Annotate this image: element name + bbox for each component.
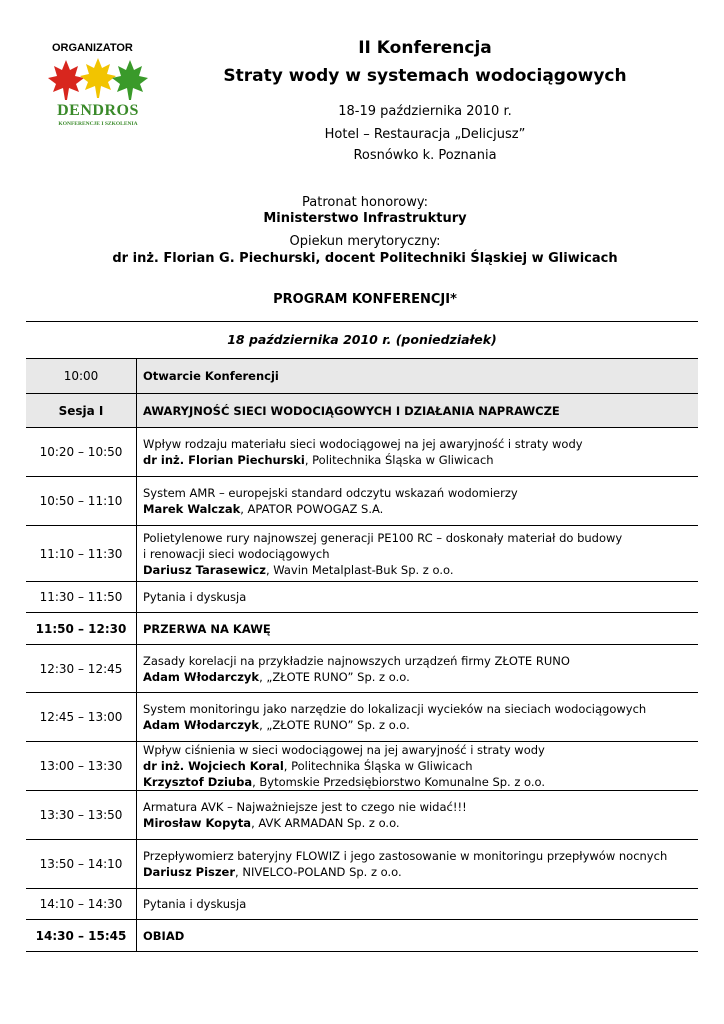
- session-content: [137, 791, 699, 840]
- session-content: [137, 920, 699, 952]
- speaker-affiliation: , AVK ARMADAN Sp. z o.o.: [251, 816, 400, 830]
- table-row: [26, 526, 698, 582]
- session-title: i renowacji sieci wodociągowych: [143, 546, 330, 561]
- session-title: System monitoringu jako narzędzie do lokalizacji wycieków na sieciach wodociągowych: [143, 702, 647, 716]
- session-content: [137, 394, 699, 428]
- dendros-logo: [48, 58, 148, 130]
- logo-name: DENDROS: [57, 102, 139, 119]
- table-row: [26, 791, 698, 840]
- session-time: 13:00 – 13:30: [26, 742, 137, 791]
- session-title: Polietylenowe rury najnowszej generacji PE100 RC – doskonały materiał do budowy: [143, 530, 623, 545]
- session-time: 14:10 – 14:30: [26, 889, 137, 920]
- speaker-name: Adam Włodarczyk: [143, 718, 260, 732]
- speaker-affiliation: , Bytomskie Przedsiębiorstwo Komunalne Sp. z o.o.: [252, 775, 546, 789]
- session-title: Otwarcie Konferencji: [143, 369, 279, 383]
- session-title: Wpływ ciśnienia w sieci wodociągowej na jej awaryjność i straty wody: [143, 743, 545, 757]
- table-row: [26, 645, 698, 693]
- session-title: OBIAD: [143, 928, 185, 943]
- conference-location: Rosnówko k. Poznania: [353, 148, 497, 163]
- patron-name: Ministerstwo Infrastruktury: [263, 211, 467, 226]
- table-row: [26, 428, 698, 477]
- conference-title-line1: II Konferencja: [358, 38, 492, 58]
- session-time: 13:30 – 13:50: [26, 791, 137, 840]
- session-title: Pytania i dyskusja: [143, 897, 247, 911]
- table-row: [26, 582, 698, 613]
- table-row: [26, 742, 698, 791]
- organizer-label: ORGANIZATOR: [52, 42, 133, 54]
- session-title: Armatura AVK – Najważniejsze jest to czego nie widać!!!: [143, 800, 467, 814]
- speaker-line: [143, 717, 692, 733]
- table-row: [26, 359, 698, 394]
- day-heading: 18 października 2010 r. (poniedziałek): [227, 332, 497, 347]
- speaker-name: Adam Włodarczyk: [143, 669, 260, 684]
- session-title: Wpływ rodzaju materiału sieci wodociągowej na jej awaryjność i straty wody: [143, 437, 583, 451]
- speaker-affiliation: , „ZŁOTE RUNO” Sp. z o.o.: [259, 669, 410, 684]
- speaker-affiliation: , Politechnika Śląska w Gliwicach: [283, 759, 473, 773]
- speaker-line: [143, 774, 692, 790]
- speaker-line: [143, 501, 692, 517]
- session-title: Przepływomierz bateryjny FLOWIZ i jego zastosowanie w monitoringu przepływów nocnych: [143, 849, 668, 863]
- session-content: [137, 613, 699, 645]
- session-time: 11:10 – 11:30: [26, 526, 137, 582]
- maple-leaves-icon: [48, 58, 148, 102]
- speaker-name: Marek Walczak: [143, 502, 241, 516]
- session-content: [137, 889, 699, 920]
- session-time: 13:50 – 14:10: [26, 840, 137, 889]
- table-row: [26, 920, 698, 952]
- speaker-line: [143, 815, 692, 831]
- speaker-line: [143, 864, 692, 880]
- speaker-name: Dariusz Tarasewicz: [143, 562, 266, 577]
- session-time: 11:30 – 11:50: [26, 582, 137, 613]
- speaker-name: Mirosław Kopyta: [143, 816, 252, 830]
- program-heading: PROGRAM KONFERENCJI*: [273, 292, 457, 307]
- session-title: AWARYJNOŚĆ SIECI WODOCIĄGOWYCH I DZIAŁANIA NAPRAWCZE: [143, 403, 560, 418]
- session-content: [137, 428, 699, 477]
- speaker-line: [143, 562, 692, 578]
- session-content: [137, 359, 699, 394]
- patron-label: Patronat honorowy:: [302, 195, 428, 210]
- session-content: [137, 645, 699, 693]
- speaker-affiliation: , Politechnika Śląska w Gliwicach: [304, 453, 494, 467]
- speaker-affiliation: , Wavin Metalplast-Buk Sp. z o.o.: [265, 562, 454, 577]
- session-time: 14:30 – 15:45: [26, 920, 137, 952]
- session-content: [137, 693, 699, 742]
- session-content: [137, 477, 699, 526]
- speaker-line: [143, 758, 692, 774]
- session-title: System AMR – europejski standard odczytu wskazań wodomierzy: [143, 486, 518, 500]
- table-row: [26, 394, 698, 428]
- session-content: [137, 526, 699, 582]
- session-time: 12:30 – 12:45: [26, 645, 137, 693]
- table-row: [26, 840, 698, 889]
- session-content: [137, 840, 699, 889]
- conference-title-line2: Straty wody w systemach wodociągowych: [223, 66, 627, 86]
- speaker-name: Dariusz Piszer: [143, 865, 236, 879]
- speaker-affiliation: , APATOR POWOGAZ S.A.: [240, 502, 384, 516]
- session-title: PRZERWA NA KAWĘ: [143, 621, 271, 636]
- logo-tagline: KONFERENCJE I SZKOLENIA: [58, 121, 138, 127]
- session-title: Pytania i dyskusja: [143, 590, 247, 604]
- program-table: [26, 358, 698, 952]
- speaker-line: [143, 452, 692, 468]
- session-time: 10:00: [26, 359, 137, 394]
- session-content: [137, 742, 699, 791]
- speaker-name: dr inż. Wojciech Koral: [143, 759, 284, 773]
- advisor-name: dr inż. Florian G. Piechurski, docent Politechniki Śląskiej w Gliwicach: [112, 251, 618, 266]
- speaker-name: Krzysztof Dziuba: [143, 775, 253, 789]
- session-time: 11:50 – 12:30: [26, 613, 137, 645]
- session-time: 10:20 – 10:50: [26, 428, 137, 477]
- session-title: Zasady korelacji na przykładzie najnowszych urządzeń firmy ZŁOTE RUNO: [143, 653, 570, 668]
- speaker-line: [143, 669, 692, 685]
- table-row: [26, 477, 698, 526]
- session-time: 12:45 – 13:00: [26, 693, 137, 742]
- conference-venue: Hotel – Restauracja „Delicjusz”: [324, 127, 526, 142]
- advisor-label: Opiekun merytoryczny:: [289, 234, 441, 249]
- table-row: [26, 613, 698, 645]
- session-time: 10:50 – 11:10: [26, 477, 137, 526]
- table-row: [26, 693, 698, 742]
- session-content: [137, 582, 699, 613]
- divider: [26, 321, 698, 322]
- session-time: Sesja I: [26, 394, 137, 428]
- speaker-name: dr inż. Florian Piechurski: [143, 453, 305, 467]
- conference-dates: 18-19 października 2010 r.: [338, 104, 512, 119]
- table-row: [26, 889, 698, 920]
- speaker-affiliation: , „ZŁOTE RUNO” Sp. z o.o.: [259, 718, 410, 732]
- speaker-affiliation: , NIVELCO-POLAND Sp. z o.o.: [235, 865, 402, 879]
